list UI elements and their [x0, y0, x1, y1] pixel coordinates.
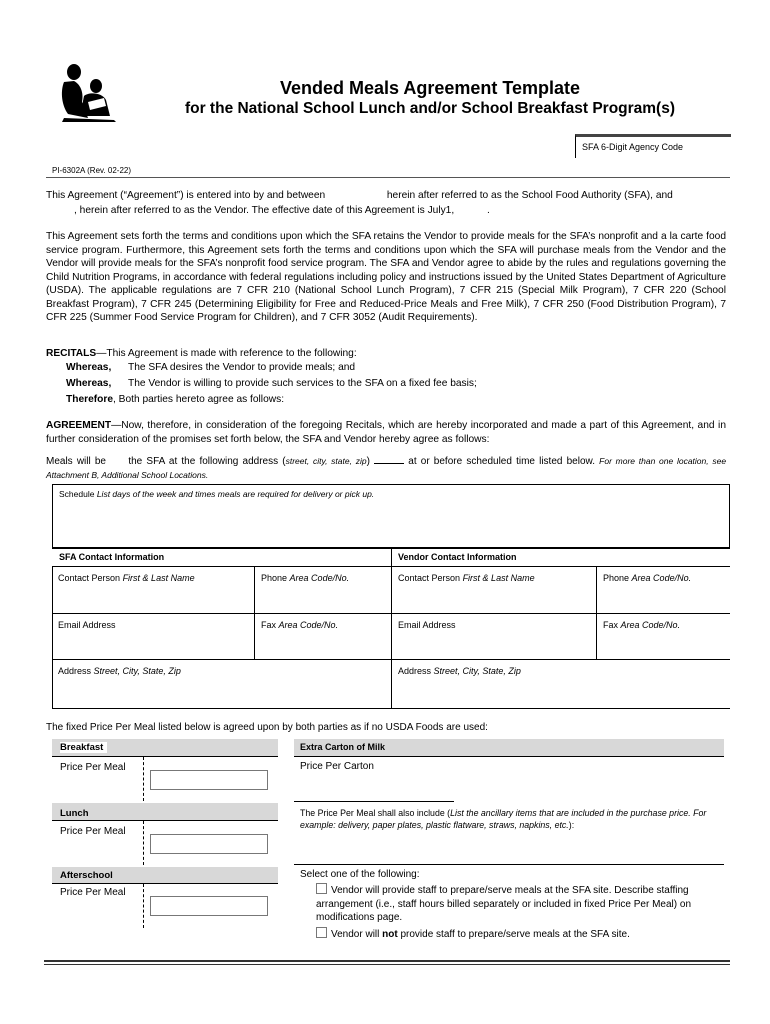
address-field[interactable] [374, 463, 404, 464]
recital-item-2: Whereas, The Vendor is willing to provide such services to the SFA on a fixed fee basis; [66, 378, 477, 389]
ancillary-text: The Price Per Meal shall also include (List the ancillary items that are included in the purchase price. For example: delivery, paper plates, plastic flatware, straws, napkins, etc.): [300, 808, 707, 830]
agency-code-label: SFA 6-Digit Agency Code [582, 142, 684, 152]
terms-paragraph: This Agreement sets forth the terms and conditions upon which the SFA retains the Vendor to provide meals for the SFA’s nonprofit and a la carte food service program. Furthermore, this Agreement sets forth the terms and conditions upon which the SFA will purchase meals from the Vendor and the Vendor will provide meals for the SFA’s nonprofit food service program. The SFA and Vendor agree to abide by the rules and regulations governing the Child Nutrition Programs, in accordance with federal regulations including policy and instructions issued by the United States Department of Agriculture (USDA). The applicable regulations are 7 CFR 210 (National School Lunch Program), 7 CFR 215 (Special Milk Program), 7 CFR 220 (School Breakfast Program), 7 CFR 245 (Determining Eligibility for Free and Reduced-Price Meals and Free Milk), 7 CFR 250 (Food Distribution Program), 7 CFR 225 (Summer Food Service Program for Children), and 7 CFR 3052 (Audit Requirements). [46, 231, 726, 323]
afterschool-price-input[interactable] [150, 896, 268, 916]
pricing-intro: The fixed Price Per Meal listed below is agreed upon by both parties as if no USDA Foods are used: [46, 722, 488, 733]
lunch-price-label: Price Per Meal [60, 826, 126, 837]
staff-option-1[interactable]: Vendor will provide staff to prepare/serve meals at the SFA site. Describe staffing arrangement (i.e., staff hours billed separately or included in fixed Price Per Meal) on modifications page. [316, 885, 692, 923]
sfa-address-field[interactable]: Address Street, City, State, Zip [58, 666, 181, 676]
recital-item-1: Whereas, The SFA desires the Vendor to provide meals; and [66, 362, 356, 373]
schedule-label: Schedule [59, 489, 95, 499]
sfa-phone-field[interactable]: Phone Area Code/No. [261, 573, 350, 583]
select-label: Select one of the following: [300, 869, 420, 880]
schedule-hint: List days of the week and times meals are required for delivery or pick up. [96, 489, 375, 499]
recitals-heading: RECITALS—This Agreement is made with reference to the following: [46, 348, 357, 359]
carton-price-line[interactable] [294, 801, 454, 802]
breakfast-price-label: Price Per Meal [60, 762, 126, 773]
reading-family-icon [58, 62, 120, 124]
vendor-contact-person-field[interactable]: Contact Person First & Last Name [398, 573, 535, 583]
page-subtitle: for the National School Lunch and/or School Breakfast Program(s) [184, 100, 676, 117]
afterschool-label: Afterschool [60, 870, 113, 881]
dpi-logo [58, 62, 120, 124]
bottom-rule [44, 960, 730, 962]
intro-line-2: , herein after referred to as the Vendor. The effective date of this Agreement is July1, . [74, 205, 490, 216]
contact-table [52, 549, 730, 709]
sfa-fax-field[interactable]: Fax Area Code/No. [261, 620, 339, 630]
vendor-fax-field[interactable]: Fax Area Code/No. [603, 620, 681, 630]
breakfast-label: Breakfast [60, 742, 107, 753]
form-number: PI-6302A (Rev. 02-22) [52, 166, 132, 175]
sfa-email-field[interactable]: Email Address [58, 620, 116, 630]
sfa-contact-person-field[interactable]: Contact Person First & Last Name [58, 573, 195, 583]
staff-option-2[interactable]: Vendor will not provide staff to prepare/serve meals at the SFA site. [316, 927, 724, 942]
staff-option-2-checkbox[interactable] [316, 927, 327, 938]
page-title: Vended Meals Agreement Template [279, 78, 581, 98]
schedule-field[interactable] [52, 484, 730, 549]
agreement-paragraph: AGREEMENT—Now, therefore, in consideration of the foregoing Recitals, which are hereby incorporated and made a part of this Agreement, and in further consideration of the promises set forth below, the SFA and Vendor hereby agree as follows: [46, 420, 726, 445]
lunch-price-input[interactable] [150, 834, 268, 854]
carton-price-label: Price Per Carton [300, 761, 374, 772]
intro-line-1: This Agreement (“Agreement”) is entered into by and between herein after referred to as the School Food Authority (SFA), and [46, 190, 673, 201]
breakfast-price-input[interactable] [150, 770, 268, 790]
vendor-address-field[interactable]: Address Street, City, State, Zip [398, 666, 521, 676]
vendor-contact-header: Vendor Contact Information [398, 552, 517, 562]
lunch-label: Lunch [60, 808, 89, 819]
vendor-phone-field[interactable]: Phone Area Code/No. [603, 573, 692, 583]
milk-header: Extra Carton of Milk [300, 742, 386, 752]
agency-code-field[interactable] [575, 134, 731, 158]
sfa-contact-header: SFA Contact Information [59, 552, 165, 562]
recital-item-3: Therefore, Both parties hereto agree as follows: [66, 394, 285, 405]
vendor-email-field[interactable]: Email Address [398, 620, 456, 630]
divider [46, 177, 730, 178]
afterschool-price-label: Price Per Meal [60, 887, 126, 898]
delivery-paragraph: Meals will be the SFA at the following address (street, city, state, zip) at or before scheduled time listed below. For more than one location, see Attachment B, Additional School Locations. [46, 456, 727, 480]
staff-option-1-checkbox[interactable] [316, 883, 327, 894]
